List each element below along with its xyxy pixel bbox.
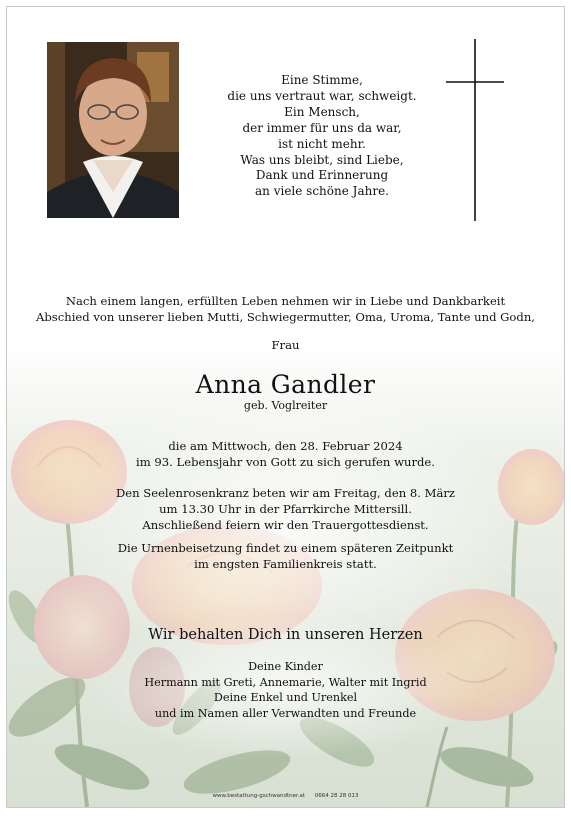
poem-line: Eine Stimme, [281, 73, 363, 87]
mourner-line: und im Namen aller Verwandten und Freunde [154, 706, 417, 720]
poem-line: Was uns bleibt, sind Liebe, [240, 152, 404, 167]
urn-notice [7, 541, 564, 573]
intro-line: Abschied von unserer lieben Mutti, Schwiegermutter, Oma, Uroma, Tante und Godn, [35, 309, 535, 324]
footer-website: www.bestattung-gschwandtner.at [212, 793, 306, 799]
footer-phone: 0664 28 28 013 [314, 793, 359, 799]
urn-line: im engsten Familienkreis statt. [194, 556, 377, 571]
poem-line: ist nicht mehr. [278, 136, 366, 151]
closing-line: Wir behalten Dich in unseren Herzen [148, 627, 423, 643]
memorial-poem [187, 73, 457, 200]
intro-line: Nach einem langen, erfüllten Leben nehmen wir in Liebe und Dankbarkeit [65, 294, 506, 308]
mourner-line: Deine Enkel und Urenkel [213, 691, 358, 705]
cross-icon [445, 39, 505, 221]
urn-line: Die Urnenbeisetzung findet zu einem späteren Zeitpunkt [117, 541, 454, 555]
poem-line: die uns vertraut war, schweigt. [227, 88, 417, 103]
rosary-line: um 13.30 Uhr in der Pfarrkirche Mittersill. [159, 501, 412, 516]
footer [7, 793, 564, 799]
obituary-page [6, 6, 565, 808]
salutation: Frau [271, 338, 300, 352]
mourners-list [7, 659, 564, 721]
poem-line: der immer für uns da war, [242, 120, 402, 135]
poem-line: an viele schöne Jahre. [255, 184, 389, 199]
death-line: die am Mittwoch, den 28. Februar 2024 [168, 439, 403, 453]
mourner-line: Deine Kinder [248, 660, 323, 673]
deceased-name: Anna Gandler [195, 370, 376, 399]
rosary-notice [7, 486, 564, 533]
intro-text [7, 294, 564, 326]
mourner-line: Hermann mit Greti, Annemarie, Walter mit Ingrid [144, 675, 427, 689]
poem-line: Dank und Erinnerung [255, 168, 389, 183]
death-notice [7, 439, 564, 471]
death-line: im 93. Lebensjahr von Gott zu sich gerufen wurde. [136, 454, 435, 469]
rosary-line: Den Seelenrosenkranz beten wir am Freitag, den 8. März [115, 486, 456, 500]
rosary-line: Anschließend feiern wir den Trauergottesdienst. [142, 517, 429, 532]
maiden-name: geb. Voglreiter [243, 399, 328, 412]
portrait-photo [47, 42, 179, 218]
poem-line: Ein Mensch, [284, 104, 360, 119]
